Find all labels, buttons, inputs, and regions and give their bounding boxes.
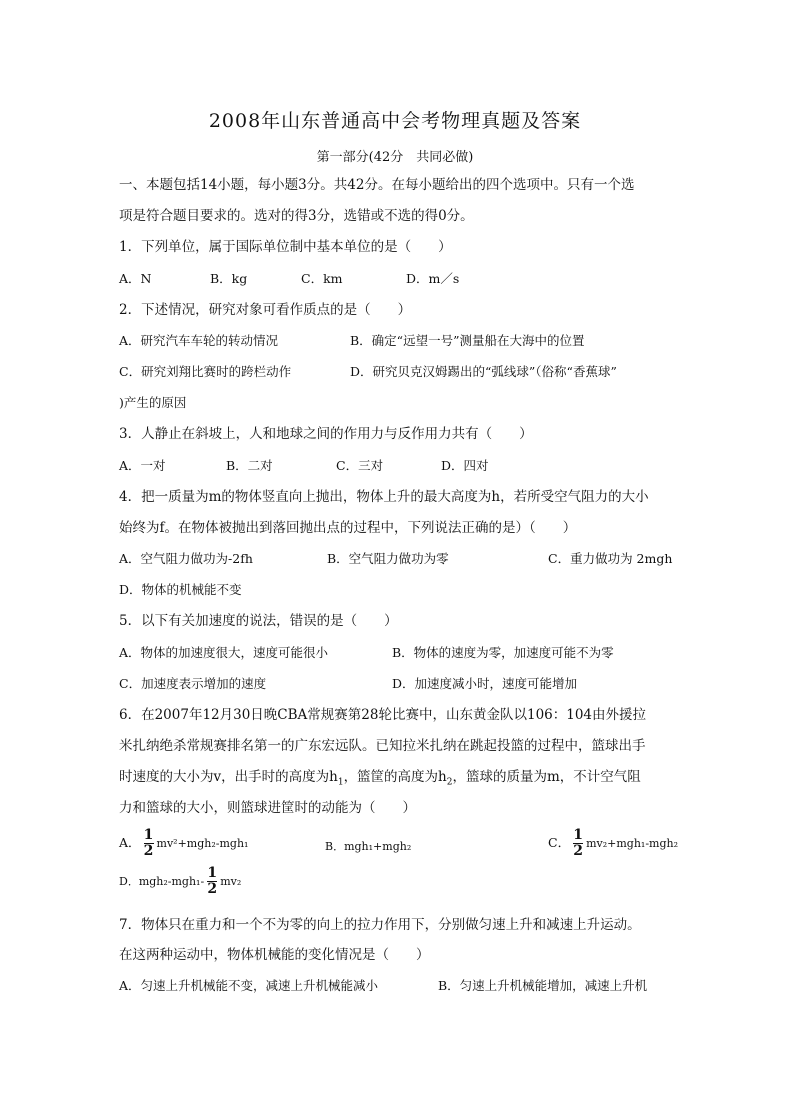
q6-stem-line-2: 米扎纳绝杀常规赛排名第一的广东宏远队。已知拉米扎纳在跳起投篮的过程中，篮球出手 [119,738,646,754]
q2-option-d: D．研究贝克汉姆踢出的“弧线球”（俗称“香蕉球” [350,364,617,379]
q4-option-a: A．空气阻力做功为-2fh [119,551,253,566]
q2-stem: 2．下述情况，研究对象可看作质点的是（ ） [119,302,412,318]
q5-option-b: B．物体的速度为零，加速度可能不为零 [392,645,614,660]
q1-option-a: A．N [119,271,152,286]
q6-stem-line-1: 6．在2007年12月30日晚CBA常规赛第28轮比赛中，山东黄金队以106：104由外援拉 [119,707,647,723]
q4-option-c: C．重力做功为 2mgh [548,551,673,566]
q5-stem: 5．以下有关加速度的说法，错误的是（ ） [119,613,398,629]
page-title: 2008年山东普通高中会考物理真题及答案 [208,110,582,132]
q2-option-b: B．确定“远望一号”测量船在大海中的位置 [350,333,585,348]
q1-option-c: C．km [301,271,343,286]
q2-option-c: C．研究刘翔比赛时的跨栏动作 [119,364,292,379]
q7-option-b: B．匀速上升机械能增加，减速上升机 [438,978,648,993]
q3-option-d: D．四对 [441,458,489,473]
section-subtitle: 第一部分(42分 共同必做) [316,150,474,165]
intro-line-2: 项是符合题目要求的。选对的得3分，选错或不选的得0分。 [119,208,474,224]
q3-option-a: A．一对 [119,458,166,473]
q7-stem-line-1: 7．物体只在重力和一个不为零的向上的拉力作用下，分别做匀速上升和减速上升运动。 [119,917,641,933]
q3-option-c: C．三对 [336,458,384,473]
q7-option-a: A．匀速上升机械能不变，减速上升机械能减小 [119,978,379,993]
q6-option-b: B．mgh₁+mgh₂ [325,840,412,853]
q1-stem: 1．下列单位，属于国际单位制中基本单位的是（ ） [119,239,452,255]
q1-option-b: B．kg [210,271,248,286]
q5-option-d: D．加速度减小时，速度可能增加 [392,676,578,691]
q6-option-c: C． $\frac{1}{2}$ mv₂+mgh₁-mgh₂ [548,827,678,859]
fraction-one-half: $\frac{1}{2}$ [573,827,583,859]
q4-stem-line-2: 始终为f。在物体被抛出到落回抛出点的过程中，下列说法正确的是）（ ） [119,520,577,536]
fraction-one-half: $\frac{1}{2}$ [207,865,218,897]
q2-continuation: )产生的原因 [119,395,187,410]
q2-option-a: A．研究汽车车轮的转动情况 [119,333,279,348]
q1-option-d: D．m／s [406,271,460,286]
q3-option-b: B．二对 [226,458,273,473]
q3-stem: 3．人静止在斜坡上，人和地球之间的作用力与反作用力共有（ ） [119,426,533,442]
q5-option-a: A．物体的加速度很大，速度可能很小 [119,645,329,660]
q6-option-d: D．mgh₂-mgh₁- $\frac{1}{2}$ mv₂ [119,865,242,897]
fraction-one-half: $\frac{1}{2}$ [143,827,154,859]
q7-stem-line-2: 在这两种运动中，物体机械能的变化情况是（ ） [119,947,430,963]
q4-option-b: B．空气阻力做功为零 [327,551,449,566]
q4-option-d: D．物体的机械能不变 [119,582,242,597]
q6-stem-line-3: 时速度的大小为v，出手时的高度为$h_1$，篮筐的高度为$h_2$，篮球的质量为m，不计空气阻 [119,769,641,788]
intro-line-1: 一、本题包括14小题，每小题3分。共42分。在每小题给出的四个选项中。只有一个选 [119,177,635,193]
q4-stem-line-1: 4．把一质量为m的物体竖直向上抛出，物体上升的最大高度为h，若所受空气阻力的大小 [119,489,649,505]
q6-option-a: A． $\frac{1}{2}$ mv²+mgh₂-mgh₁ [119,827,249,859]
q6-stem-line-4: 力和篮球的大小，则篮球进筐时的动能为（ ） [119,800,416,816]
q5-option-c: C．加速度表示增加的速度 [119,676,267,691]
